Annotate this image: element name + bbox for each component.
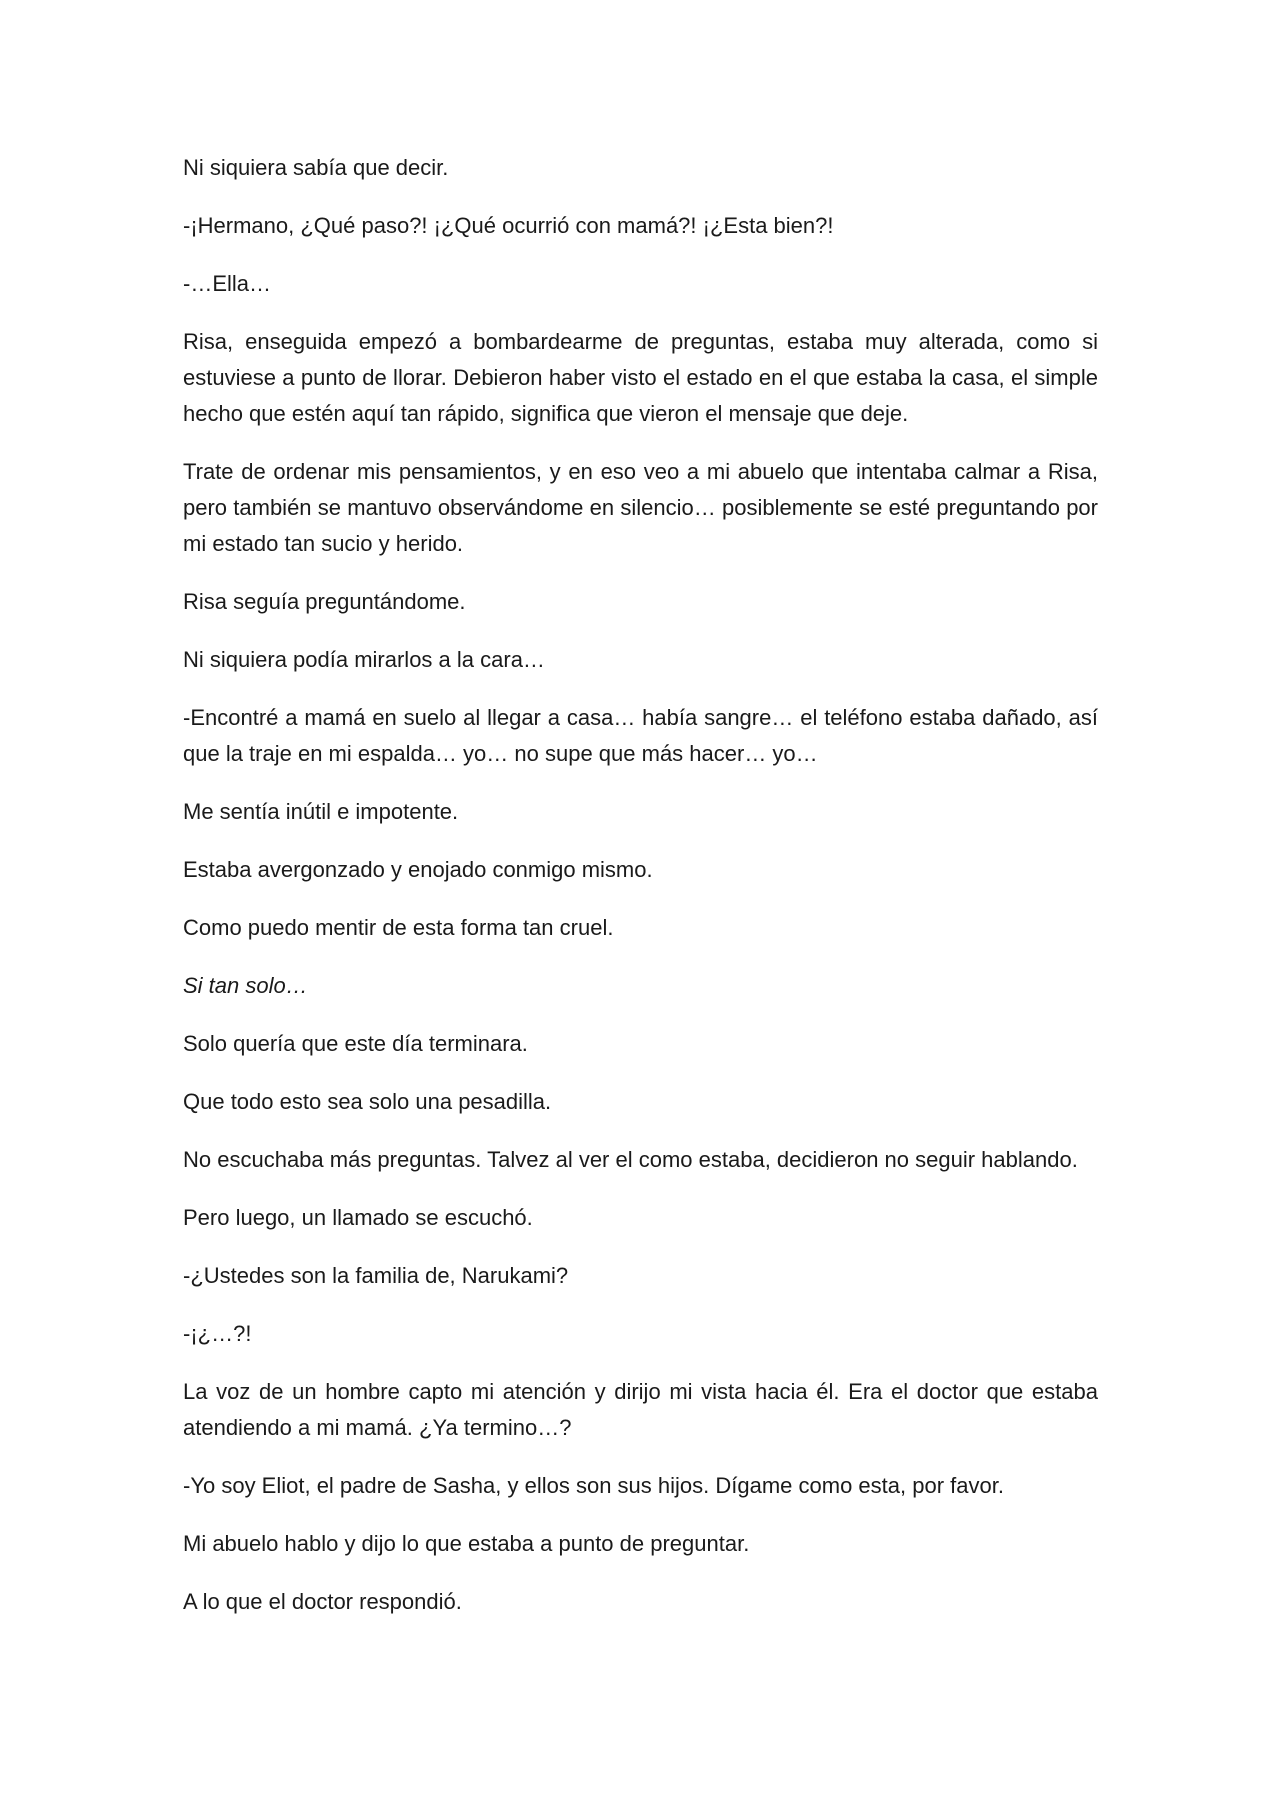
paragraph: Ni siquiera sabía que decir. — [183, 155, 449, 180]
paragraph: Ni siquiera podía mirarlos a la cara… — [183, 647, 545, 672]
paragraph: -¿Ustedes son la familia de, Narukami? — [183, 1263, 569, 1288]
paragraph: Me sentía inútil e impotente. — [183, 799, 459, 824]
paragraph: Trate de ordenar mis pensamientos, y en eso veo a mi abuelo que intentaba calmar a Risa, pero también se mantuvo observándome en silencio… posiblemente se esté preguntando por mi estado tan sucio y herido. — [183, 459, 1098, 556]
paragraph: -¡¿…?! — [183, 1321, 252, 1346]
paragraph: No escuchaba más preguntas. Talvez al ver el como estaba, decidieron no seguir hablando. — [183, 1147, 1078, 1172]
paragraph-italic: Si tan solo… — [183, 973, 308, 998]
paragraph: Risa, enseguida empezó a bombardearme de preguntas, estaba muy alterada, como si estuviese a punto de llorar. Debieron haber visto el estado en el que estaba la casa, el simple hecho que estén aquí tan rápido, significa que vieron el mensaje que deje. — [183, 329, 1098, 426]
paragraph: -Yo soy Eliot, el padre de Sasha, y ellos son sus hijos. Dígame como esta, por favor. — [183, 1473, 1004, 1498]
paragraph: Como puedo mentir de esta forma tan cruel. — [183, 915, 614, 940]
paragraph: La voz de un hombre capto mi atención y dirijo mi vista hacia él. Era el doctor que estaba atendiendo a mi mamá. ¿Ya termino…? — [183, 1379, 1098, 1440]
paragraph: -Encontré a mamá en suelo al llegar a casa… había sangre… el teléfono estaba dañado, así que la traje en mi espalda… yo… no supe que más hacer… yo… — [183, 705, 1098, 766]
paragraph: Que todo esto sea solo una pesadilla. — [183, 1089, 552, 1114]
paragraph: -…Ella… — [183, 271, 272, 296]
document-page — [183, 150, 1098, 1642]
paragraph: A lo que el doctor respondió. — [183, 1589, 462, 1614]
paragraph: Solo quería que este día terminara. — [183, 1031, 528, 1056]
paragraph: Mi abuelo hablo y dijo lo que estaba a punto de preguntar. — [183, 1531, 750, 1556]
paragraph: Pero luego, un llamado se escuchó. — [183, 1205, 533, 1230]
paragraph: Estaba avergonzado y enojado conmigo mismo. — [183, 857, 653, 882]
paragraph: Risa seguía preguntándome. — [183, 589, 466, 614]
paragraph: -¡Hermano, ¿Qué paso?! ¡¿Qué ocurrió con mamá?! ¡¿Esta bien?! — [183, 213, 834, 238]
